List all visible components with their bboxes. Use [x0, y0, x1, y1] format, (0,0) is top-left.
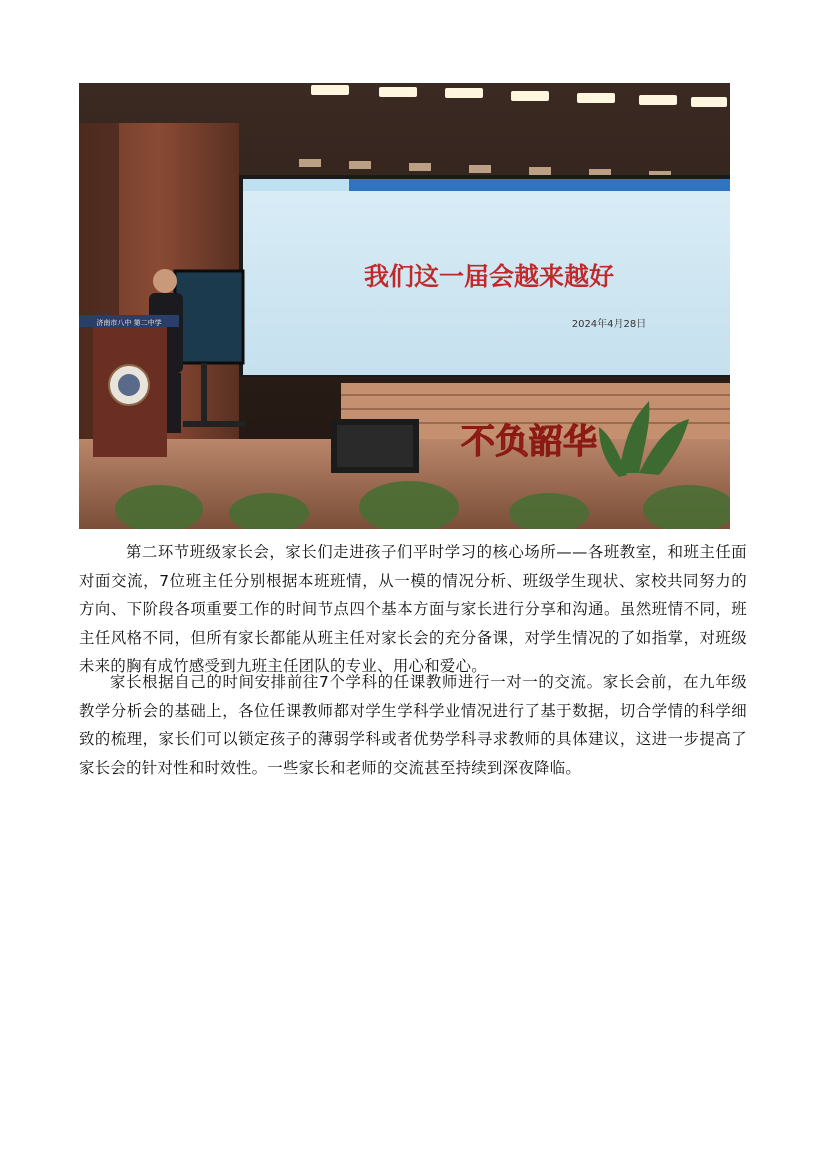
stage-sign: 不负韶华 [461, 422, 597, 462]
paragraph-teacher-exchange: 家长根据自己的时间安排前往7个学科的任课教师进行一对一的交流。家长会前，在九年级教学分析会的基础上，各位任课教师都对学生学科学业情况进行了基于数据，切合学情的科学细致的梳理，家长们可以锁定孩子的薄弱学科或者优势学科寻求教师的具体建议，这进一步提高了家长会的针对性和时效性。一些家长和老师的交流甚至持续到深夜降临。 [79, 673, 747, 777]
screen-date: 2024年4月28日 [571, 319, 647, 330]
event-photo [79, 83, 730, 529]
screen-title: 我们这一届会越来越好 [363, 262, 615, 291]
podium-text: 济南市八中 第二中学 [96, 319, 162, 327]
paragraph-class-meeting: 第二环节班级家长会，家长们走进孩子们平时学习的核心场所——各班教室，和班主任面对面交流，7位班主任分别根据本班班情，从一模的情况分析、班级学生现状、家校共同努力的方向、下阶段各项重要工作的时间节点四个基本方面与家长进行分享和沟通。虽然班情不同，班主任风格不同，但所有家长都能从班主任对家长会的充分备课，对学生情况的了如指掌，对班级未来的胸有成竹感受到九班主任团队的专业、用心和爱心。 [79, 543, 747, 676]
